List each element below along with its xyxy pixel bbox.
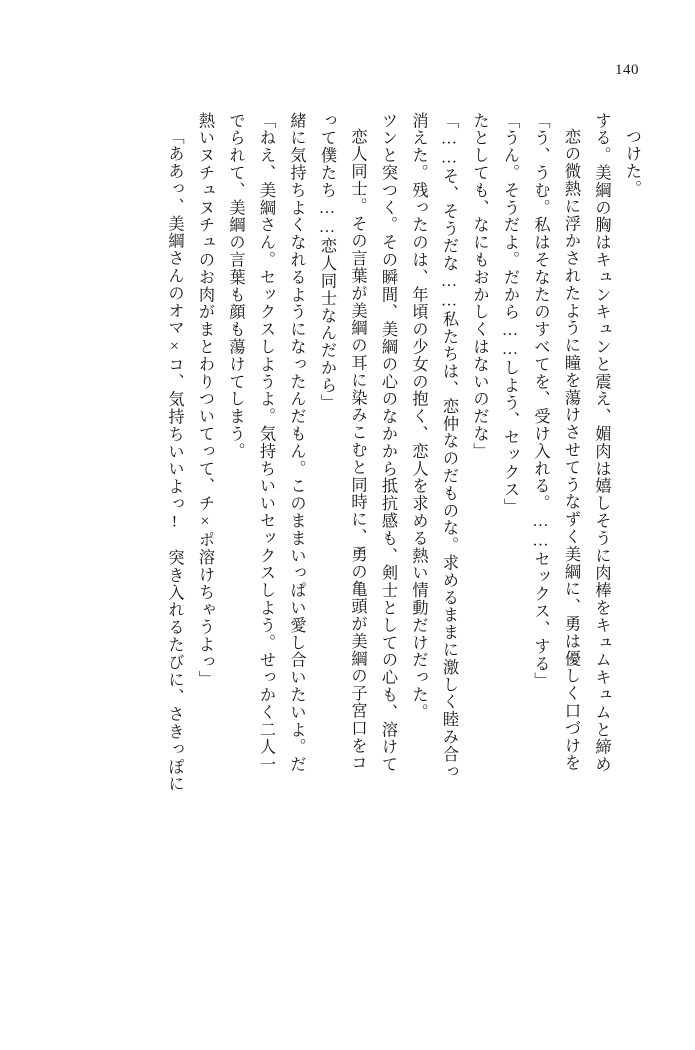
paragraph: 「うん。そうだよ。だから……しよう、セックス」 <box>501 112 519 516</box>
paragraph: 消えた。残ったのは、年頃の少女の抱く、恋人を求める熱い情動だけだった。 <box>409 112 428 721</box>
paragraph: 「ああっ、美綱さんのオマ×コ、気持ちいいよっ! 突き入れるたびに、さきっぽに <box>165 128 184 793</box>
paragraph: 熱いヌチュヌチュのお肉がまとわりついてって、チ×ポ溶けちゃうよっ」 <box>196 112 214 688</box>
paragraph: 「う、うむ。私はそなたのすべてを、受け入れる。……セックス、する」 <box>531 112 550 690</box>
paragraph: 恋の微熱に浮かされたように瞳を蕩けさせてうなずく美綱に、勇は優しく口づけを <box>562 128 580 772</box>
page-number: 140 <box>615 62 639 78</box>
page-body-text <box>48 112 647 992</box>
paragraph: 「……そ、そうだな……私たちは、恋仲なのだものな。求めるままに激しく睦み合っ <box>440 112 458 781</box>
paragraph: 「ねえ、美綱さん。セックスしようよ。気持ちいいセックスしよう。せっかく二人一 <box>257 112 275 774</box>
paragraph: でられて、美綱の言葉も顔も蕩けてしまう。 <box>226 112 245 460</box>
paragraph: つけた。 <box>623 128 641 198</box>
paragraph: ツンと突つく。その瞬間、美綱の心のなかから抵抗感も、剣士としての心も、溶けて <box>379 112 397 774</box>
paragraph: 恋人同士。その言葉が美綱の耳に染みこむと同時に、勇の亀頭が美綱の子宮口をコ <box>348 128 367 772</box>
paragraph: たとしても、なにもおかしくはないのだな」 <box>470 112 489 460</box>
paragraph: 緒に気持ちよくなれるようになったんだもん。このままいっぱい愛し合いたいよ。だ <box>287 112 306 774</box>
paragraph: する。美綱の胸はキュンキュンと震え、媚肉は嬉しそうに肉棒をキュムキュムと締め <box>592 112 611 774</box>
paragraph: って僕たち……恋人同士なんだから」 <box>318 112 336 412</box>
